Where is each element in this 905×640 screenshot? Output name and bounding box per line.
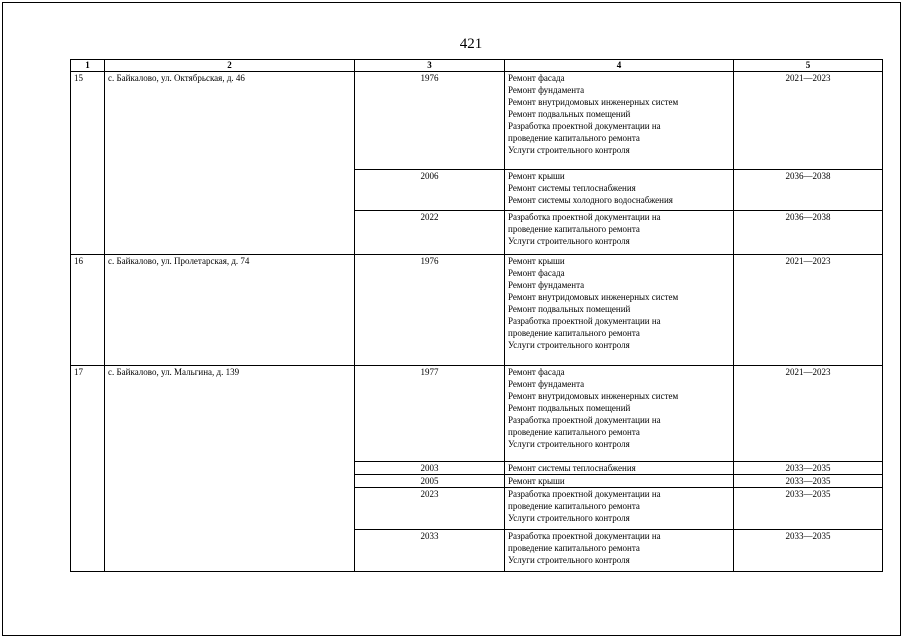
- work-item: проведение капитального ремонта: [508, 543, 640, 553]
- work-item: Ремонт крыши: [508, 476, 565, 486]
- work-item: Разработка проектной документации на: [508, 489, 661, 499]
- work-item: Ремонт внутридомовых инженерных систем: [508, 97, 679, 107]
- repair-period: 2033—2035: [734, 488, 883, 530]
- works-list: [505, 255, 734, 366]
- building-address: с. Байкалово, ул. Пролетарская, д. 74: [105, 255, 355, 366]
- works-list: [505, 462, 734, 475]
- work-item: проведение капитального ремонта: [508, 133, 640, 143]
- repair-period: 2033—2035: [734, 475, 883, 488]
- work-item: Ремонт фундамента: [508, 85, 585, 95]
- works-list: [505, 530, 734, 572]
- work-item: Ремонт фундамента: [508, 280, 585, 290]
- works-list: [505, 366, 734, 462]
- work-item: Разработка проектной документации на: [508, 316, 661, 326]
- build-year: 2033: [355, 530, 505, 572]
- work-item: Услуги строительного контроля: [508, 236, 630, 246]
- works-list: [505, 170, 734, 211]
- repair-period: 2036—2038: [734, 211, 883, 255]
- work-item: Ремонт внутридомовых инженерных систем: [508, 391, 679, 401]
- work-item: Ремонт системы теплоснабжения: [508, 463, 636, 473]
- header-col-2: 2: [105, 60, 355, 72]
- works-list: [505, 72, 734, 170]
- build-year: 2022: [355, 211, 505, 255]
- header-col-1: 1: [71, 60, 105, 72]
- header-row: [71, 60, 883, 72]
- work-item: Разработка проектной документации на: [508, 415, 661, 425]
- repair-period: 2021—2023: [734, 366, 883, 462]
- work-item: Ремонт фундамента: [508, 379, 585, 389]
- building-address: с. Байкалово, ул. Мальгина, д. 139: [105, 366, 355, 572]
- work-item: Ремонт системы холодного водоснабжения: [508, 195, 673, 205]
- repair-period: 2021—2023: [734, 72, 883, 170]
- header-col-3: 3: [355, 60, 505, 72]
- work-item: Услуги строительного контроля: [508, 145, 630, 155]
- work-item: проведение капитального ремонта: [508, 501, 640, 511]
- work-item: Ремонт фасада: [508, 367, 565, 377]
- work-item: Ремонт подвальных помещений: [508, 109, 631, 119]
- build-year: 1976: [355, 72, 505, 170]
- build-year: 1977: [355, 366, 505, 462]
- building-number: 15: [71, 72, 105, 255]
- work-item: Услуги строительного контроля: [508, 340, 630, 350]
- build-year: 2003: [355, 462, 505, 475]
- works-list: [505, 488, 734, 530]
- work-item: Услуги строительного контроля: [508, 513, 630, 523]
- repair-period: 2033—2035: [734, 462, 883, 475]
- work-item: проведение капитального ремонта: [508, 224, 640, 234]
- work-item: Ремонт подвальных помещений: [508, 403, 631, 413]
- table-row: [71, 255, 883, 366]
- header-col-5: 5: [734, 60, 883, 72]
- work-item: проведение капитального ремонта: [508, 427, 640, 437]
- capital-repair-table: [70, 59, 883, 572]
- repair-period: 2036—2038: [734, 170, 883, 211]
- build-year: 2006: [355, 170, 505, 211]
- work-item: Разработка проектной документации на: [508, 212, 661, 222]
- repair-period: 2033—2035: [734, 530, 883, 572]
- work-item: Ремонт крыши: [508, 171, 565, 181]
- building-number: 16: [71, 255, 105, 366]
- work-item: Разработка проектной документации на: [508, 121, 661, 131]
- work-item: Услуги строительного контроля: [508, 439, 630, 449]
- page-number: 421: [459, 36, 483, 52]
- table-row: [71, 366, 883, 462]
- works-list: [505, 211, 734, 255]
- work-item: Ремонт крыши: [508, 256, 565, 266]
- work-item: Ремонт фасада: [508, 268, 565, 278]
- work-item: Ремонт внутридомовых инженерных систем: [508, 292, 679, 302]
- work-item: проведение капитального ремонта: [508, 328, 640, 338]
- work-item: Ремонт подвальных помещений: [508, 304, 631, 314]
- work-item: Разработка проектной документации на: [508, 531, 661, 541]
- build-year: 2005: [355, 475, 505, 488]
- build-year: 2023: [355, 488, 505, 530]
- works-list: [505, 475, 734, 488]
- header-col-4: 4: [505, 60, 734, 72]
- building-number: 17: [71, 366, 105, 572]
- building-address: с. Байкалово, ул. Октябрьская, д. 46: [105, 72, 355, 255]
- work-item: Услуги строительного контроля: [508, 555, 630, 565]
- build-year: 1976: [355, 255, 505, 366]
- work-item: Ремонт системы теплоснабжения: [508, 183, 636, 193]
- work-item: Ремонт фасада: [508, 73, 565, 83]
- repair-period: 2021—2023: [734, 255, 883, 366]
- table-row: [71, 72, 883, 170]
